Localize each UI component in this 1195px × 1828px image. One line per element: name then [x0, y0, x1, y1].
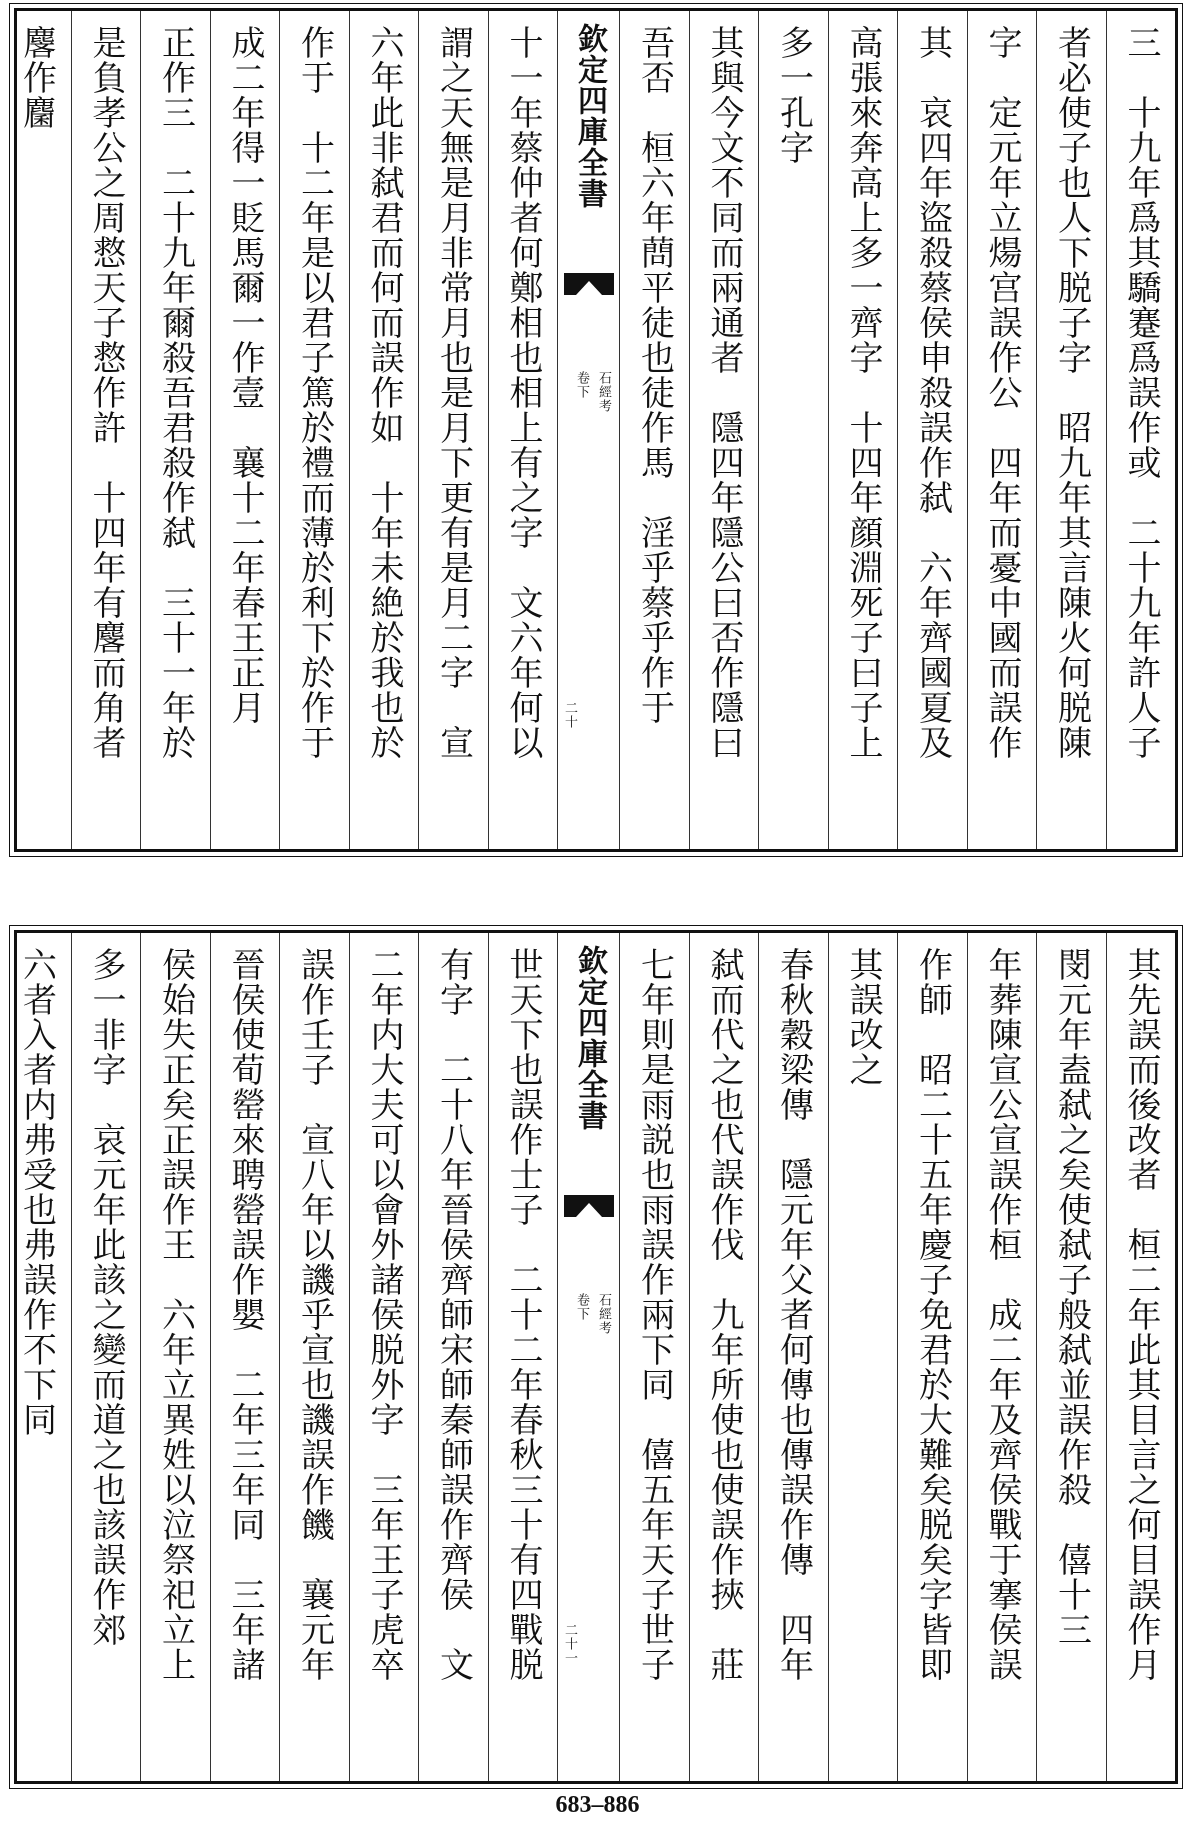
text-column: 謂之天無是月非常月也是月下更有是月二字 宣: [418, 11, 488, 849]
text-column: 晉侯使荀罃來聘罃誤作嬰 二年三年同 三年諸: [210, 933, 280, 1781]
text-column: 正作三 二十九年爾殺吾君殺作弑 三十一年於: [140, 11, 210, 849]
text-column: 其先誤而後改者 桓二年此其目言之何目誤作月: [1106, 933, 1176, 1781]
text-column: 六者入者内弗受也弗誤作不下同: [16, 947, 57, 1437]
text-column: 成二年得一貶馬爾一作壹 襄十二年春王正月: [210, 11, 280, 849]
text-column: 七年則是雨説也雨誤作兩下同 僖五年天子世子: [619, 933, 689, 1781]
text-column: 世天下也誤作士子 二十二年春秋三十有四戰脱: [488, 933, 558, 1781]
text-column: 三 十九年爲其驕蹇爲誤作或 二十九年許人子: [1106, 11, 1176, 849]
text-column: 二年内大夫可以會外諸侯脱外字 三年王子虎卒: [349, 933, 419, 1781]
text-column: 十一年蔡仲者何鄭相也相上有之字 文六年何以: [488, 11, 558, 849]
book-title: 欽定四庫全書: [572, 945, 607, 1131]
text-column: 作于 十二年是以君子篤於禮而薄於利下於作于: [279, 11, 349, 849]
text-column: 高張來奔高上多一齊字 十四年顔淵死子曰子上: [828, 11, 898, 849]
text-column: 者必使子也人下脱子字 昭九年其言陳火何脱陳: [1036, 11, 1106, 849]
book-title: 欽定四庫全書: [572, 23, 607, 209]
page-number: 二十一: [562, 1623, 577, 1665]
text-column: 多一非字 哀元年此該之變而道之也該誤作郊: [71, 933, 141, 1781]
fishtail-ornament-icon: [564, 273, 614, 295]
page-bottom: [14, 930, 1178, 1784]
text-column: 其 哀四年盜殺蔡侯申殺誤作弑 六年齊國夏及: [897, 11, 967, 849]
text-column: 春秋穀梁傳 隱元年父者何傳也傳誤作傳 四年: [758, 933, 828, 1781]
page-top: [14, 8, 1178, 852]
text-column: 年葬陳宣公宣誤作桓 成二年及齊侯戰于搴侯誤: [967, 933, 1037, 1781]
page-number: 二十: [562, 701, 577, 729]
text-column: 閔元年盍弑之矣使弑子般弑並誤作殺 僖十三: [1036, 933, 1106, 1781]
sub-title: 石經考: [596, 1293, 611, 1335]
text-column: 六年此非弑君而何而誤作如 十年未絶於我也於: [349, 11, 419, 849]
text-column: 其與今文不同而兩通者 隱四年隱公曰否作隱曰: [689, 11, 759, 849]
text-column: 有字 二十八年晉侯齊師宋師秦師誤作齊侯 文: [418, 933, 488, 1781]
text-column: 吾否 桓六年蔄平徒也徒作馬 淫乎蔡乎作于: [619, 11, 689, 849]
text-column: 麐作麕: [16, 25, 57, 130]
volume-label: 卷下: [574, 1293, 589, 1321]
text-column: 其誤改之: [828, 933, 898, 1781]
center-column: [557, 933, 619, 1781]
fishtail-ornament-icon: [564, 1195, 614, 1217]
text-column: 侯始失正矣正誤作王 六年立異姓以泣祭祀立上: [140, 933, 210, 1781]
footer-page-ref: 683–886: [555, 1792, 640, 1818]
text-column: 多一孔字: [758, 11, 828, 849]
text-column: 字 定元年立煬宫誤作公 四年而憂中國而誤作: [967, 11, 1037, 849]
text-column: 是負孝公之周慦天子慦作許 十四年有麐而角者: [71, 11, 141, 849]
sub-title: 石經考: [596, 371, 611, 413]
volume-label: 卷下: [574, 371, 589, 399]
center-column: [557, 11, 619, 849]
text-column: 誤作壬子 宣八年以譏乎宣也譏誤作饑 襄元年: [279, 933, 349, 1781]
text-column: 作師 昭二十五年慶子免君於大難矣脱矣字皆即: [897, 933, 967, 1781]
text-column: 弑而代之也代誤作伐 九年所使也使誤作挾 莊: [689, 933, 759, 1781]
